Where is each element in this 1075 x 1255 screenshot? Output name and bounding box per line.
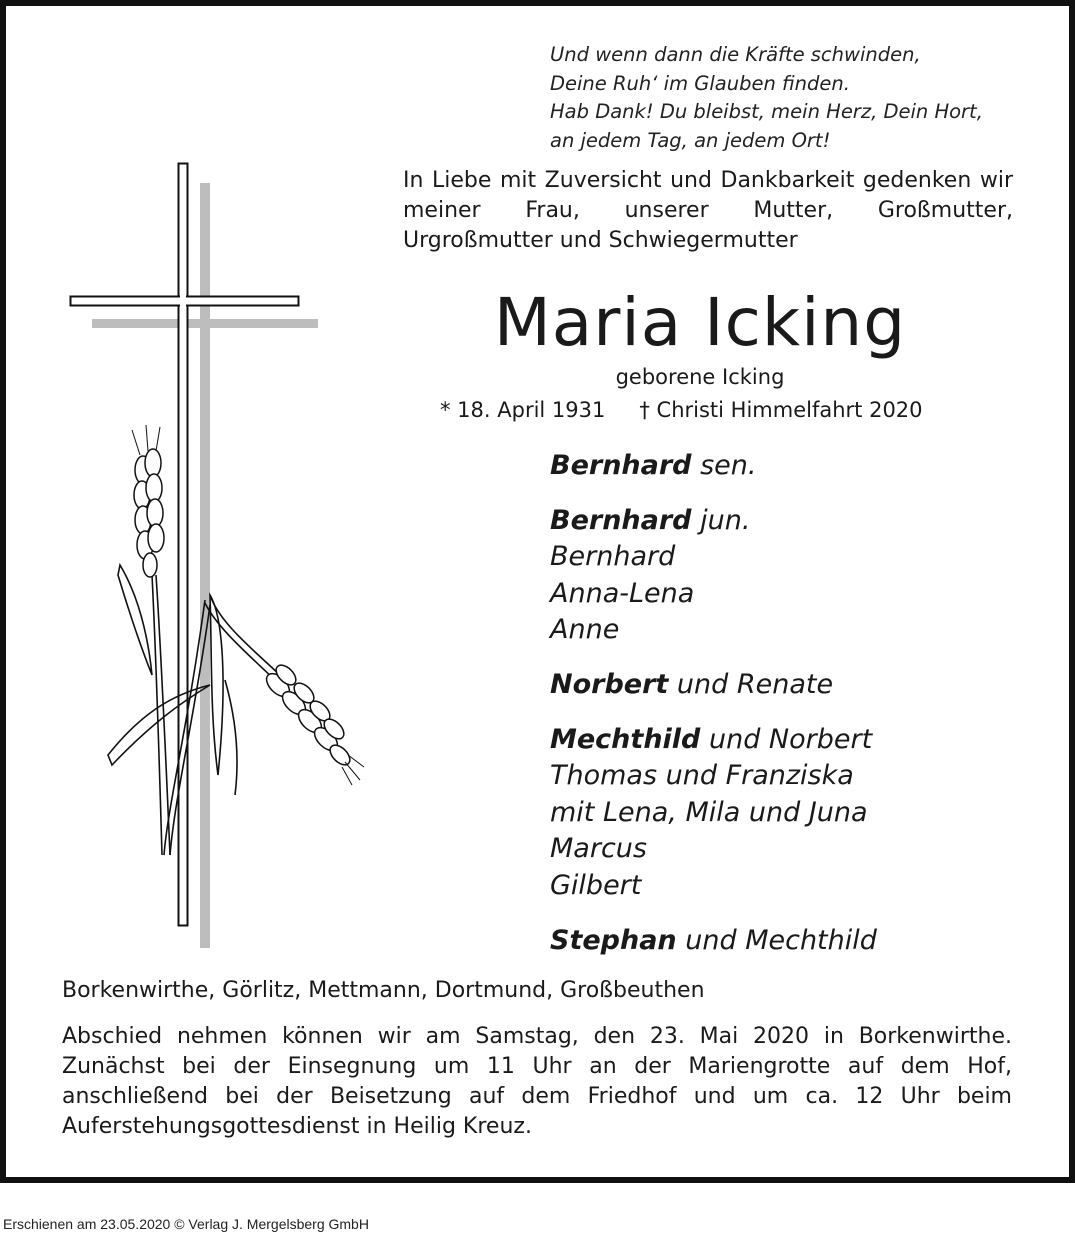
mourner-suffix: und Mechthild (685, 924, 877, 956)
deceased-name: Maria Icking (493, 284, 907, 361)
mourner-line: Anna-Lena (550, 577, 695, 609)
family-group (550, 923, 1050, 960)
mourner-suffix: und Renate (676, 668, 834, 700)
mourner-line: Thomas und Franziska (550, 760, 854, 792)
mourner-name: Mechthild (550, 723, 701, 755)
mourner-suffix: und Norbert (708, 723, 873, 755)
mourner-line: Marcus (550, 833, 647, 865)
mourner-suffix: jun. (700, 504, 751, 536)
family-group (550, 722, 1050, 905)
poem-line: Hab Dank! Du bleibst, mein Herz, Dein Hort, (550, 100, 983, 123)
mourner-line: Bernhard (550, 541, 676, 573)
poem-line: Und wenn dann die Kräfte schwinden, (550, 43, 921, 66)
birth-date: * 18. April 1931 (440, 398, 606, 422)
intro-text: In Liebe mit Zuversicht und Dankbarkeit gedenken wir meiner Frau, unserer Mutter, Großmutter, Urgroßmutter und Schwiegermutter (403, 168, 1013, 253)
family-group (550, 503, 1050, 649)
mourner-suffix: sen. (700, 450, 757, 481)
life-dates (440, 396, 1000, 424)
maiden-name: geborene Icking (615, 365, 785, 389)
mourner-line: Anne (550, 614, 620, 646)
mourner-line: mit Lena, Mila und Juna (550, 796, 868, 828)
cross-with-wheat-icon (60, 155, 380, 955)
farewell-text: Abschied nehmen können wir am Samstag, den 23. Mai 2020 in Borkenwirthe. Zunächst bei der Einsegnung um 11 Uhr an der Mariengrotte auf dem Hof, anschließend bei der Beisetzung auf dem Friedhof und um ca. 12 Uhr beim Auferstehungsgottesdienst in Heilig Kreuz. (62, 1024, 1012, 1139)
poem (550, 41, 1050, 155)
mourner-name: Bernhard (550, 504, 692, 536)
mourner-name: Stephan (550, 924, 677, 956)
poem-line: an jedem Tag, an jedem Ort! (550, 128, 831, 152)
mourner-name: Norbert (550, 668, 669, 700)
family-group (550, 448, 1050, 485)
publication-footer: Erschienen am 23.05.2020 © Verlag J. Mergelsberg GmbH (3, 1216, 369, 1232)
mourner-line: Gilbert (550, 869, 642, 901)
poem-line: Deine Ruh‘ im Glauben finden. (550, 71, 850, 95)
family-group (550, 667, 1050, 704)
family-list (550, 448, 1050, 977)
mourner-name: Bernhard (550, 450, 692, 481)
death-date: † Christi Himmelfahrt 2020 (639, 398, 923, 422)
places-line: Borkenwirthe, Görlitz, Mettmann, Dortmund, Großbeuthen (62, 978, 705, 1003)
